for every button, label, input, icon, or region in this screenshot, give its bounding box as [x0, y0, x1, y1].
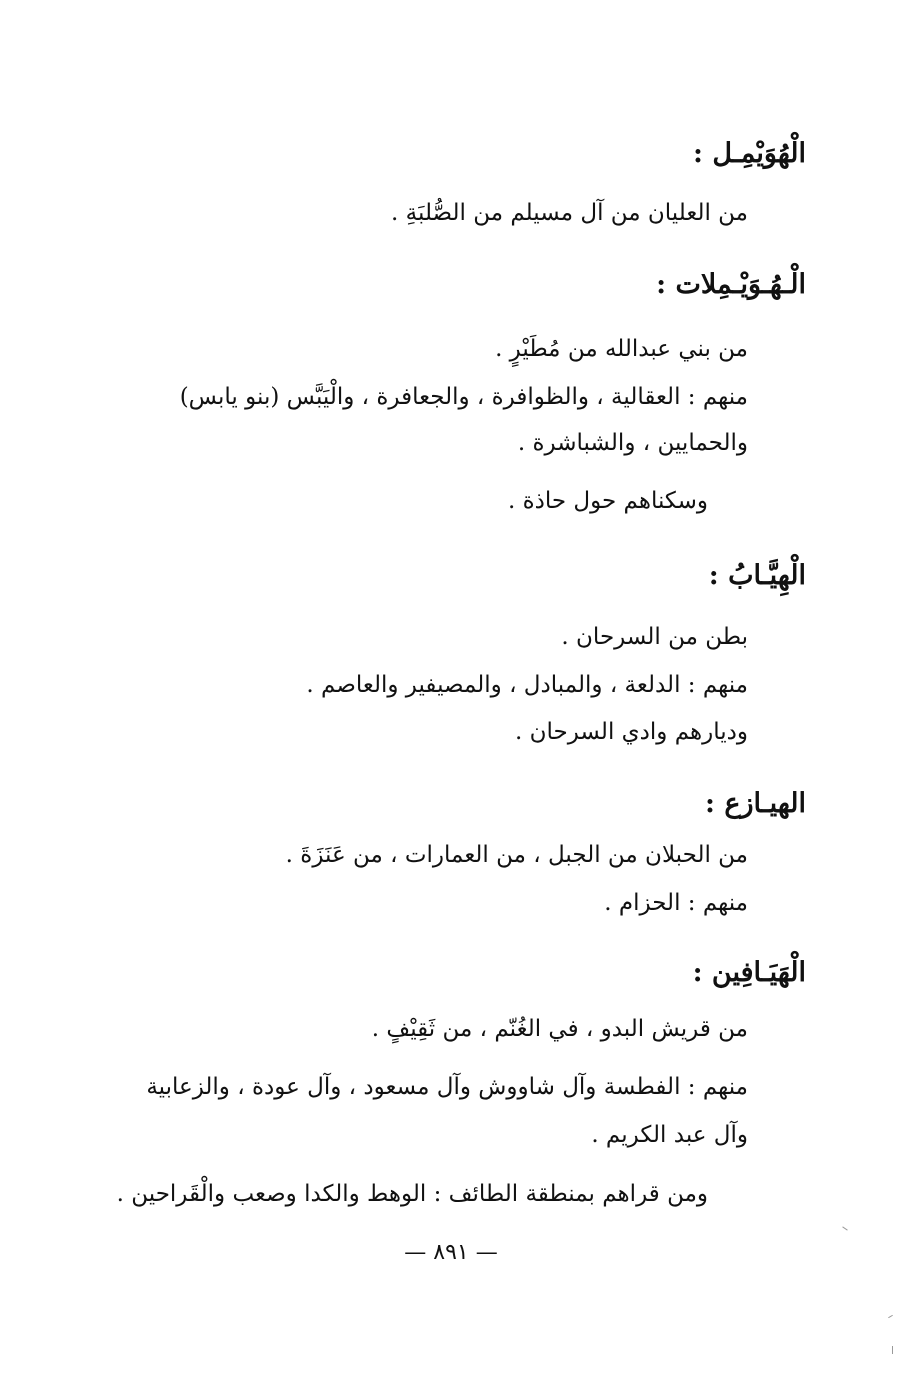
entry-line: منهم : الدلعة ، والمبادل ، والمصيفير والعاصم .	[306, 672, 748, 698]
entry-line: من قريش البدو ، في الغُنّم ، من ثَقِيْفٍ .	[371, 1016, 748, 1042]
entry-heading-hayyab: الْهِيَّـابُ :	[708, 560, 806, 591]
scan-speck	[842, 1226, 847, 1230]
scan-speck	[888, 1315, 893, 1318]
entry-line: منهم : العقالية ، والظوافرة ، والجعافرة ، والْيَبَّس (بنو يابس)	[179, 384, 748, 410]
entry-heading-huwaymilat: الْـهُـوَيْـمِلات :	[656, 269, 806, 300]
entry-heading-hayafin: الْهَيَـافِين :	[692, 957, 806, 988]
entry-line: وسكناهم حول حاذة .	[507, 488, 708, 514]
entry-heading-hayazi: الهيـازع :	[705, 788, 806, 819]
entry-line: بطن من السرحان .	[561, 624, 748, 650]
entry-line: وديارهم وادي السرحان .	[514, 719, 748, 745]
entry-line: وآل عبد الكريم .	[591, 1122, 748, 1148]
scan-speck	[892, 1346, 893, 1354]
entry-line: من العليان من آل مسيلم من الصُّلبَةِ .	[391, 200, 748, 226]
entry-line: منهم : الفطسة وآل شاووش وآل مسعود ، وآل عودة ، والزعابية	[146, 1074, 748, 1100]
entry-line: من الحبلان من الجبل ، من العمارات ، من عَنَزَةَ .	[285, 842, 748, 868]
entry-line: والحمايين ، والشباشرة .	[517, 430, 748, 456]
entry-line: منهم : الحزام .	[604, 890, 748, 916]
entry-line: من بني عبدالله من مُطَيْرٍ .	[495, 336, 748, 362]
entry-line: ومن قراهم بمنطقة الطائف : الوهط والكدا وصعب والْقَراحين .	[116, 1181, 708, 1207]
entry-heading-huwaymil: الْهُوَيْمِـل :	[693, 138, 806, 169]
page-number: — ٨٩١ —	[404, 1240, 498, 1265]
